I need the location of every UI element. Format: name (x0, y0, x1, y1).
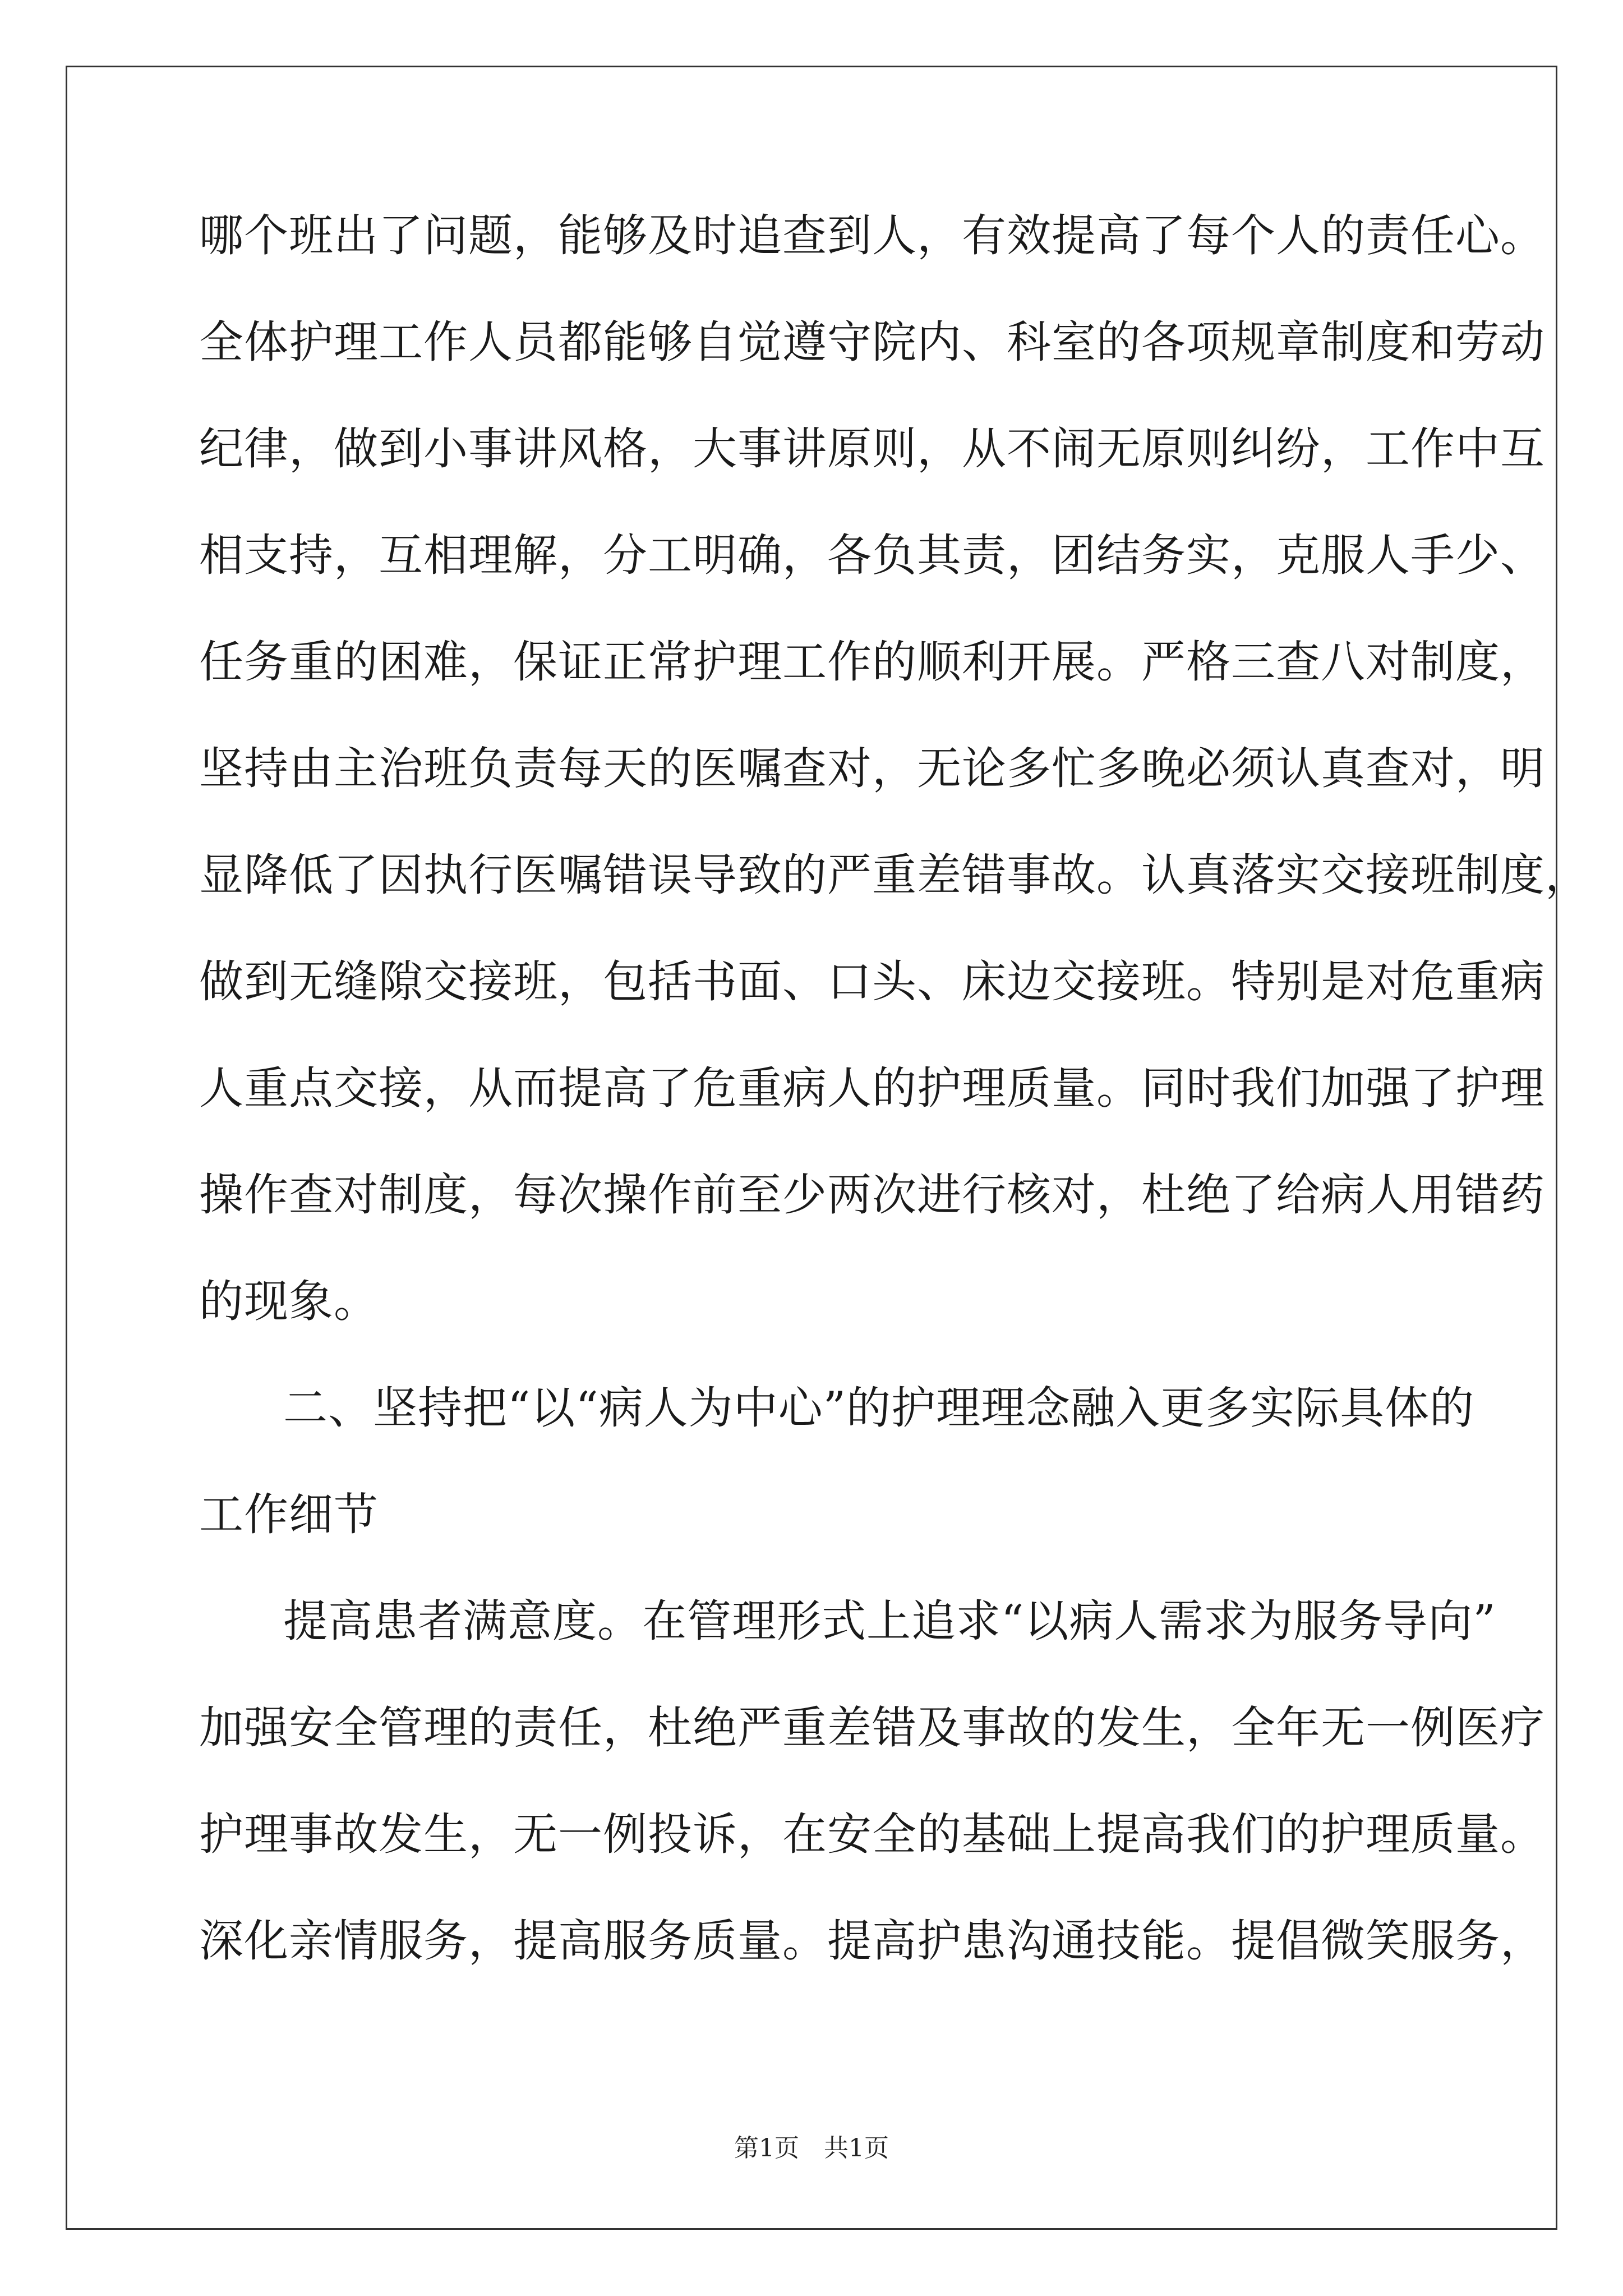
text-line: 全体护理工作人员都能够自觉遵守院内、科室的各项规章制度和劳动 (199, 316, 1545, 368)
section-heading: 二、坚持把“以“病人为中心”的护理理念融入更多实际具体的 (283, 1382, 1475, 1434)
text-line: 哪个班出了问题，能够及时追查到人，有效提高了每个人的责任心。 (199, 210, 1545, 261)
text-line: 操作查对制度，每次操作前至少两次进行核对，杜绝了给病人用错药 (199, 1169, 1545, 1221)
text-line: 相支持，互相理解，分工明确，各负其责，团结务实，克服人手少、 (199, 530, 1545, 581)
text-line: 坚持由主治班负责每天的医嘱查对，无论多忙多晚必须认真查对，明 (199, 743, 1545, 794)
page-border (66, 66, 1557, 2230)
text-line: 人重点交接，从而提高了危重病人的护理质量。同时我们加强了护理 (199, 1062, 1545, 1114)
text-line: 深化亲情服务，提高服务质量。提高护患沟通技能。提倡微笑服务， (199, 1915, 1545, 1967)
text-line: 的现象。 (199, 1276, 379, 1327)
text-line: 护理事故发生，无一例投诉，在安全的基础上提高我们的护理质量。 (199, 1809, 1545, 1860)
section-heading-continued: 工作细节 (199, 1489, 379, 1540)
text-line: 任务重的困难，保证正常护理工作的顺利开展。严格三查八对制度， (199, 636, 1545, 688)
text-line: 做到无缝隙交接班，包括书面、口头、床边交接班。特别是对危重病 (199, 956, 1545, 1007)
text-line: 纪律，做到小事讲风格，大事讲原则，从不闹无原则纠纷，工作中互 (199, 423, 1545, 475)
text-line: 显降低了因执行医嘱错误导致的严重差错事故。认真落实交接班制度， (199, 849, 1590, 901)
page-footer: 第1页 共1页 (734, 2134, 889, 2162)
text-line: 加强安全管理的责任，杜绝严重差错及事故的发生，全年无一例医疗 (199, 1702, 1545, 1754)
paragraph-start: 提高患者满意度。在管理形式上追求“以病人需求为服务导向” (283, 1595, 1496, 1647)
